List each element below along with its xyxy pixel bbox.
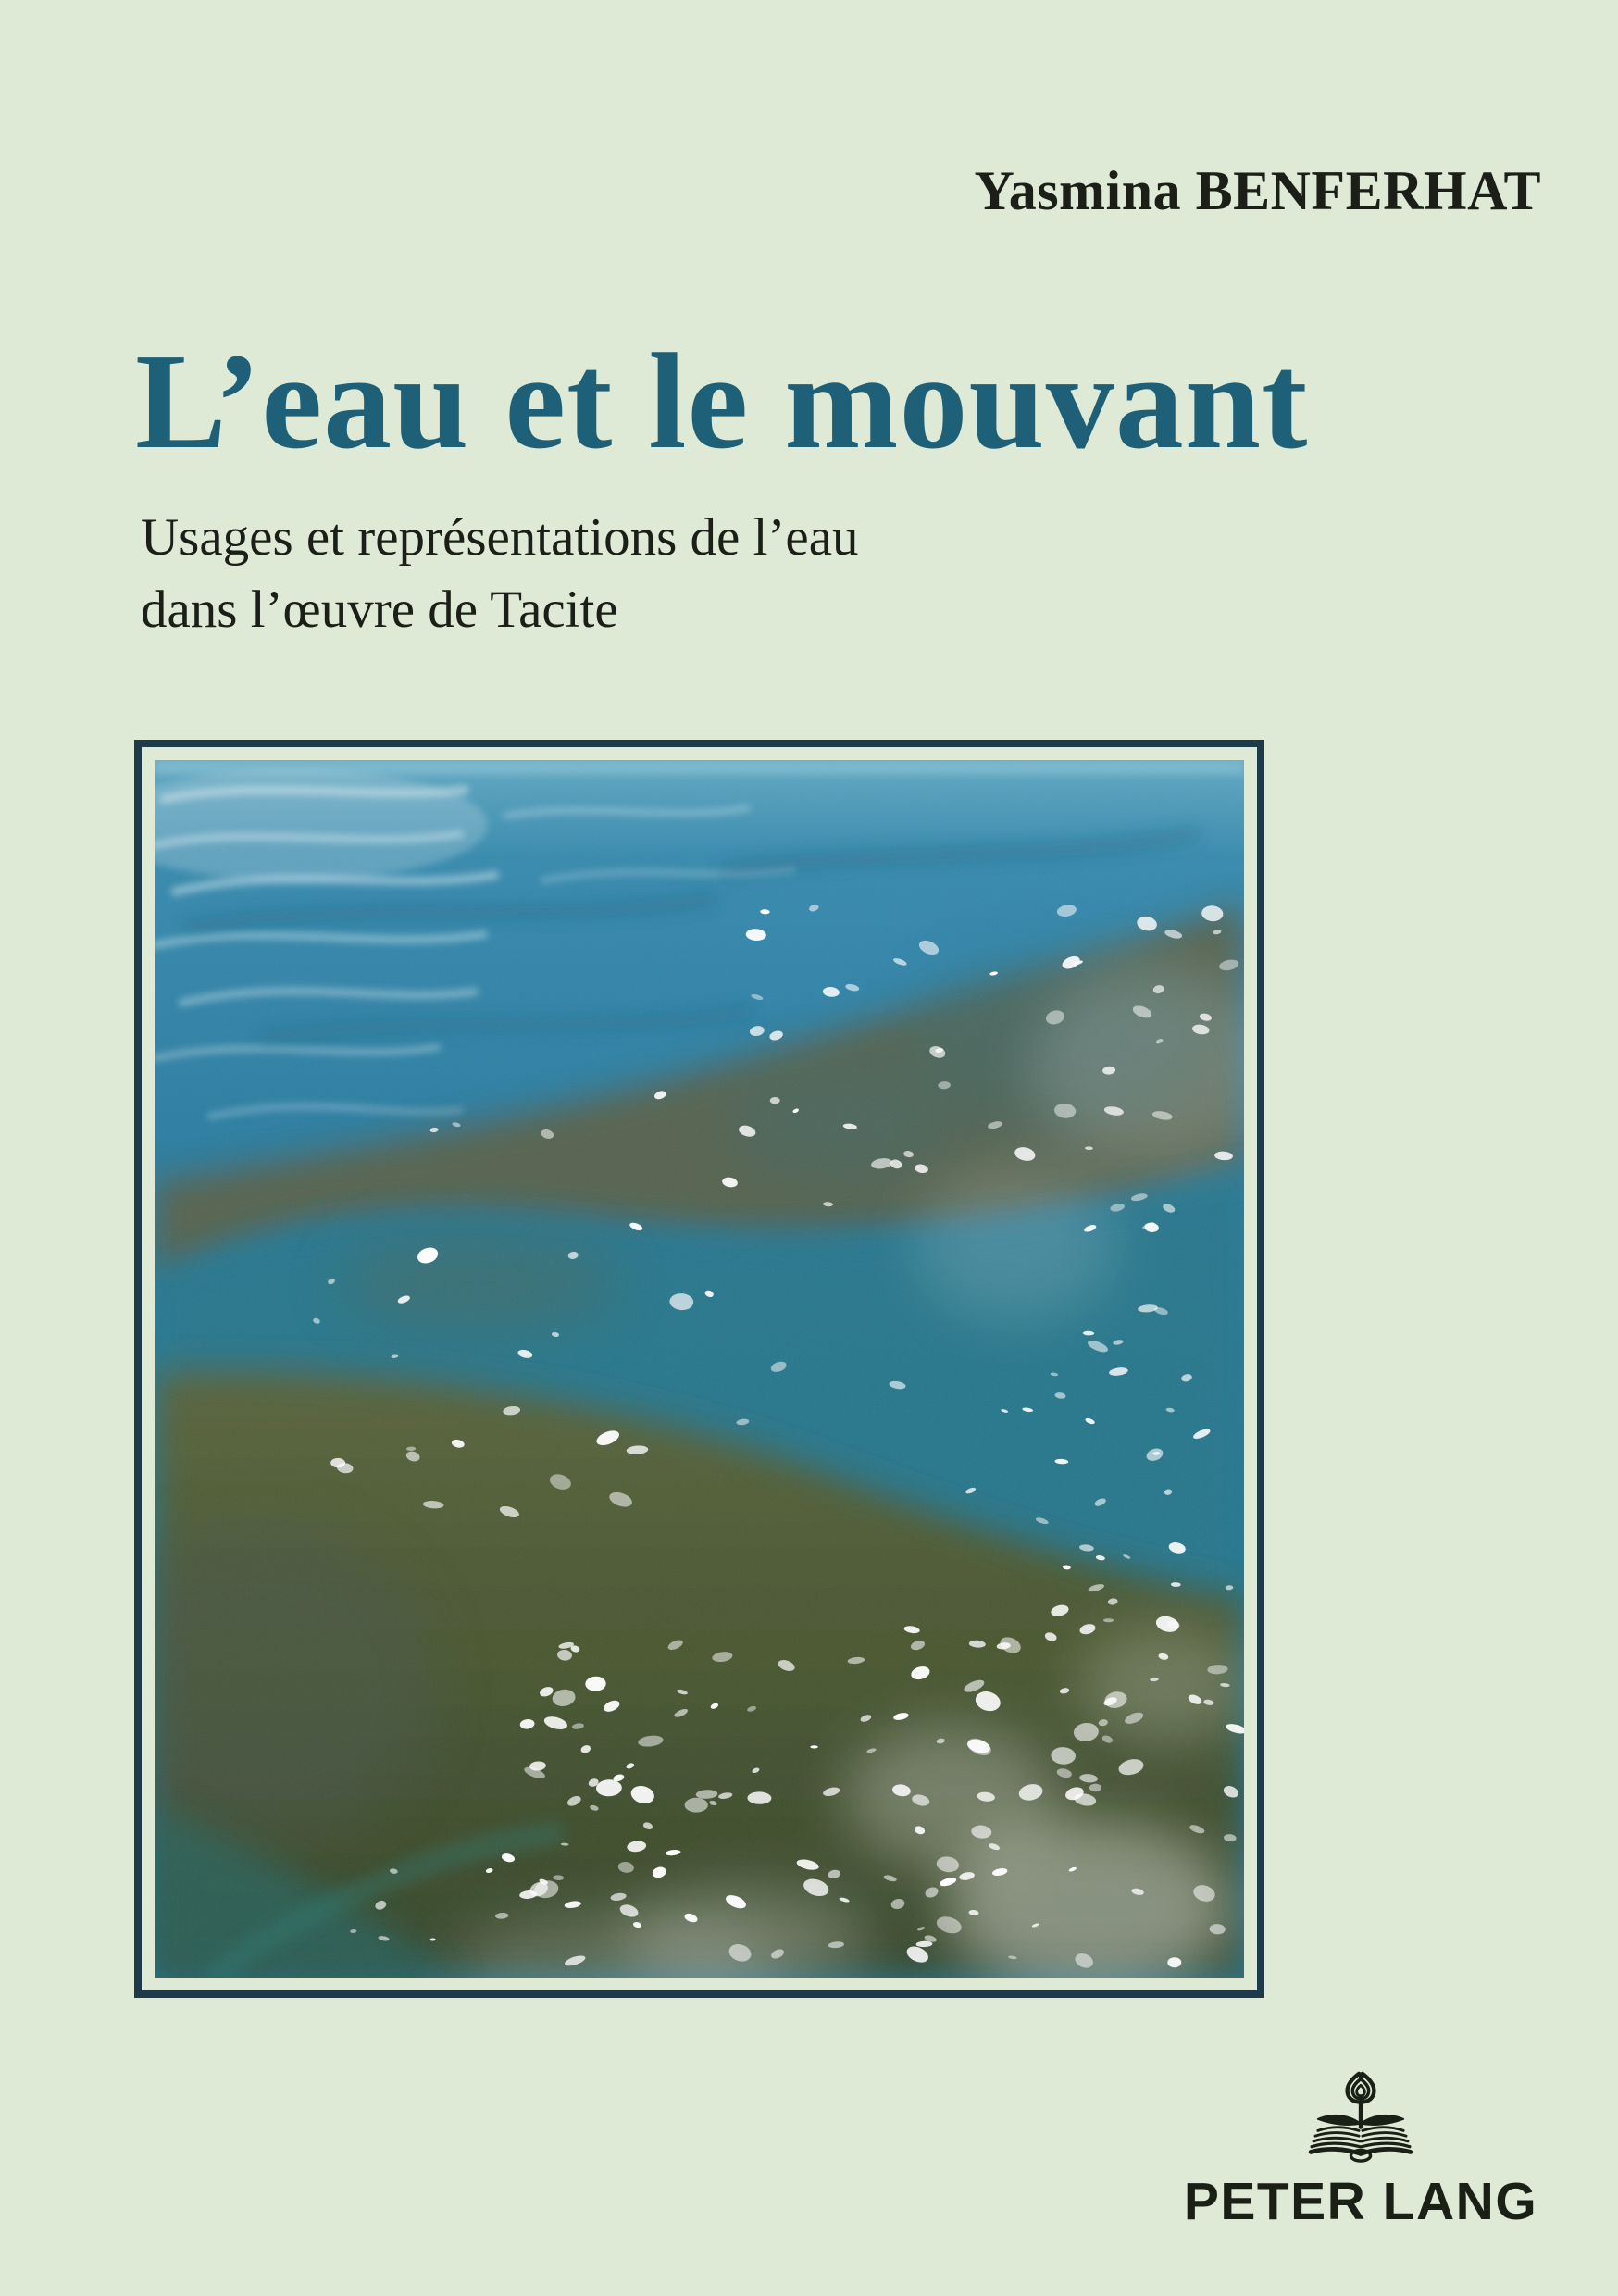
subtitle-line-2: dans l’œuvre de Tacite: [141, 580, 618, 639]
publisher-name: PETER LANG: [1183, 2172, 1538, 2231]
open-book-tulip-icon: [1307, 2070, 1414, 2163]
cover-photo-water: [155, 760, 1244, 1978]
publisher-block: [1183, 2070, 1538, 2232]
cover-photo-frame: [134, 740, 1264, 1998]
subtitle-line-1: Usages et représentations de l’eau: [141, 508, 859, 567]
book-title: L’eau et le mouvant: [135, 326, 1309, 478]
publisher-logo-icon: [1307, 2070, 1414, 2167]
book-subtitle: [141, 502, 859, 645]
author-name: Yasmina BENFERHAT: [974, 160, 1541, 221]
